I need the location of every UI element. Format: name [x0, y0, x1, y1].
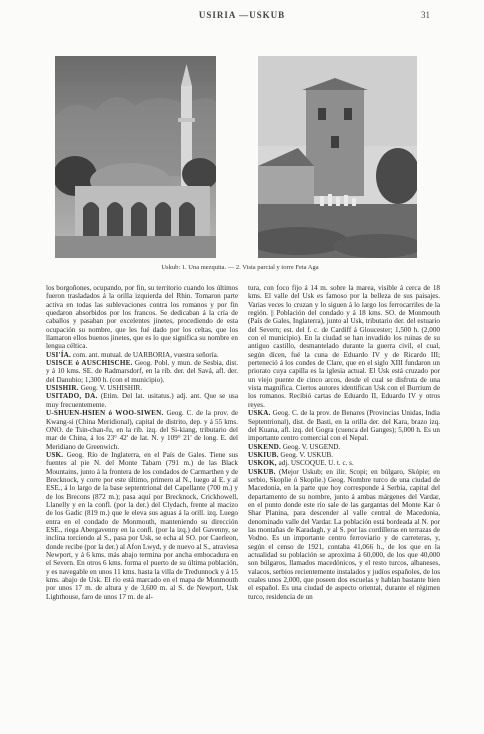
entry-text: Geog. V. USKUB. — [280, 450, 334, 459]
entry-headword: USK. — [46, 450, 64, 459]
dictionary-entry — [46, 351, 238, 359]
dictionary-entry — [248, 443, 440, 451]
entry-headword: USKOK, — [248, 459, 277, 468]
dictionary-entry — [46, 284, 238, 351]
entry-headword: USISHIR. — [46, 384, 79, 393]
entry-text: Geog. Río de Inglaterra, en el País de Gales. Tiene sus fuentes al pie N. del Monte Tabarn (791 m.) de las Black Mountains, junto á la frontera de los condados de Carmarthen y de Brecknock, y corre por este último, primero al N., luego al E. y al ESE., á lo largo de la base septentrional del Capellante (700 m.) y de los Brecons (872 m.); pasa aquí por Brecknock, Crickhowell, Llanelly y en la confl. (por la der.) del Clydach, frente al macizo de los Gadic (819 m.) que le eleva sus aguas á la orill. izq. Luego entra en el condado de Monmouth, manteniendo su dirección ESE., riega Abergavenny en la confl. (por la izq.) del Gavenny, se inclina torciendo al S., pasa por Usk, se echa al SO. por Caerleon, donde recibe (por la der.) al Afon Lwyd, y de nuevo al S., atraviesa Newport, y á 6 kms. más abajo termina por ancha embocadura en el Severn. En otros 6 kms. forma el puerto de su última población, y es navegable en unos 11 kms. hasta la villa de Tredunnock y á 15 kms. abajo de Usk. El río está marcado en el mapa de Monmouth por unos 17 m. de altura y de 3,600 m. al S. de Newport, Usk Lighthouse, faro de unos 17 m. de al- — [46, 450, 238, 601]
entry-text: los borgoñones, ocupando, por fin, su territorio cuando los últimos fueron trasladados á la orilla izquierda del Rhin. Tomaron parte activa en todas las sublevaciones contra los romanos y por fin quedaron absorbidos por los francos. Se dedicaban á la cría de caballos y pasaban por excelentes jinetes, procediendo de esta ocupación su nombre, que les fué dado por los celtas, que los llamaron ellos buenos jinetes, que es lo que significa su nombre en lengua céltica. — [46, 284, 238, 351]
running-header — [0, 10, 484, 24]
mosque-illustration — [55, 56, 216, 258]
entry-text: adj. USCOQUE. U. t. c. s. — [278, 459, 354, 468]
entry-headword: USKA. — [248, 409, 271, 418]
dictionary-entry — [46, 451, 238, 601]
dictionary-entry — [46, 384, 238, 392]
entry-text: (Etim. Del lat. usitatus.) adj. ant. Que se usa muy frecuentemente. — [46, 392, 238, 409]
entry-headword: USKEND. — [248, 442, 281, 451]
entry-headword: USISCE ó AUSCHISCHE. — [46, 359, 133, 368]
dictionary-entry — [248, 459, 440, 467]
entry-text: Geog. C. de la prov. de Benares (Provincias Unidas, India Septentrional), dist. de Basti, en la orilla der. del Kara, brazo izq. del Kuana, afl. izq. del Gogra (cuenca del Ganges); 5,000 h. Es un importante centro comercial con el Nepal. — [248, 409, 440, 443]
tower-illustration — [258, 56, 417, 258]
dictionary-entry — [248, 409, 440, 442]
header-title: USIRIA —USKUB — [198, 10, 286, 20]
dictionary-entry — [46, 392, 238, 409]
dictionary-entry — [248, 284, 440, 409]
entry-text: (Mejor Uskub; en ilir. Scopi; en búlgaro, Skópie; en serbio, Skoplie ó Skoplie.) Geog. Nombre turco de una ciudad de Macedonia, en la parte que hoy corresponde á Serbia, capital del departamento de su nombre, junto á ambas márgenes del Vardar, en el punto donde este río sale de las gargantas del Monte Kar ó Shar Planina, para descender al valle central de Macedonia, denominado valle del Vardar. La población está bordeada al N. por las montañas de Karadagh, y al S. por las cordilleras en terrazas de Vodno. Es un importante centro ferroviario y de carreteras, y, según el censo de 1921, contaba 41,066 h., de los que en la actualidad su población se aproxima á 60,000, de los que 40,000 son búlgaros, llamados macedónicos, y el resto turcos, albaneses, valacos, serbios recientemente instalados y judíos españoles, de los cuales unos 2,000, que poseen dos escuelas y hablan bastante bien el español. Es una ciudad de aspecto oriental, durante el régimen turco, residencia de un — [248, 467, 440, 601]
entry-text: Geog. Pobl. y mun. de Sesbia, dist. y á 10 kms. SE. de Radmarsdorf, en la rib. der. del Savá, afl. der. del Danubio; 1,300 h. (con el municipio). — [46, 359, 238, 384]
entry-text: tura, con foco fijo á 14 m. sobre la marea, visible á cerca de 18 kms. El valle del Usk es famoso por la belleza de sus paisajes. Varias veces lo cruzan y lo siguen á lo largo los ferrocarriles de la región. || Población del condado y á 18 kms. SO. de Monmouth (País de Gales, Inglaterra), junto al Usk, tributario der. del estuario del Severn; est. del f. c. de Cardiff á Gloucester; 1,500 h. (2,000 con el municipio). En la ciudad se han invadido los ruinas de su antiguo castillo, desmantelado durante la guerra civil, el cual, según dicen, fué la cuna de Eduardo IV y de Ricardo III; perteneció á los condes de Clare, que en el siglo XIII fundaron un priorato cuya capilla es la iglesia actual. El Usk está cruzado por un viejo puente de cinco arcos, desde el cual se disfruta de una vista magnífica. Ciertos autores identifican Usk con el Burrium de los romanos. Recibió cartas de Eduardo II, Eduardo IV y otros reyes. — [248, 284, 440, 409]
tower-photo — [258, 56, 417, 258]
mosque-photo — [55, 56, 216, 258]
entry-headword: USI'ÍA. — [46, 350, 72, 359]
entry-text: Geog. C. de la prov. de Kwang-si (China Meridional), capital de distrito, dep. y á 55 kms. ONO. de Tsin-chan-fu, en la rib. izq. del Si-kiang, tributario del mar de China, á los 23° 42' de lat. N. y 109° 21' de long. E. del Meridiano de Greenwich. — [46, 409, 238, 451]
entry-text: Geog. V. USHISHIR. — [80, 384, 142, 393]
dictionary-entry — [248, 468, 440, 602]
entry-headword: U-SHUEN-HSIEN ó WOO-SIWEN. — [46, 409, 164, 418]
dictionary-entry — [46, 359, 238, 384]
photo-caption: Uskub: 1. Una mezquita. — 2. Vista parcial y torre Feta Aga — [161, 264, 319, 271]
dictionary-entry — [248, 451, 440, 459]
page-number: 31 — [421, 10, 430, 20]
entry-text: Geog. V. USGEND. — [282, 442, 341, 451]
entry-text: com. ant. mutual. de UARBORIA, vuestra señoría. — [72, 350, 219, 359]
right-text-column — [248, 284, 440, 601]
dictionary-entry — [46, 409, 238, 451]
entry-headword: USITADO, DA. — [46, 392, 98, 401]
entry-headword: USKUB. — [248, 467, 276, 476]
entry-headword: USKIUB. — [248, 450, 279, 459]
left-text-column — [46, 284, 238, 601]
